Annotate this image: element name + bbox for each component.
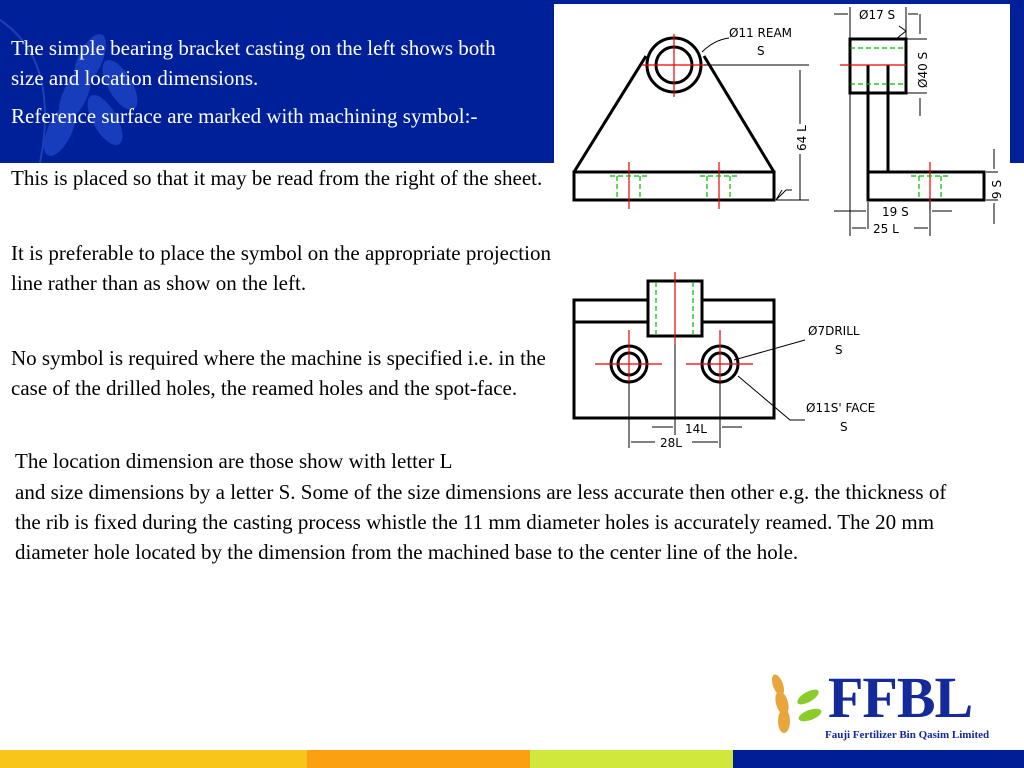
paragraph-7: and size dimensions by a letter S. Some of the size dimensions are less accurate then other e.g. the thickness of the rib is fixed during the casting process whistle the 11 mm diameter holes is accurately reamed. The 20 mm diameter hole located by the dimension from the machined base to the center line of the hole. (15, 480, 947, 564)
ffbl-logo (748, 655, 1024, 745)
logo-subtitle: Fauji Fertilizer Bin Qasim Limited (825, 729, 990, 741)
ream-s-label: S (757, 44, 765, 58)
footer-bar-orange (307, 750, 530, 768)
dia-40-label: Ø40 S (916, 51, 930, 88)
dim-28-label: 28L (660, 436, 682, 450)
footer-bar-yellow (0, 750, 307, 768)
ream-label: Ø11 REAM (729, 26, 793, 40)
thickness-9-label: 9 S (990, 179, 1004, 199)
footer-bar-blue (733, 750, 1024, 768)
paragraph-4: It is preferable to place the symbol on the appropriate projection line rather than as show on the left. (11, 241, 551, 295)
bracket-drawing-top (554, 4, 1010, 236)
bracket-drawing-bottom (560, 270, 900, 460)
width-19-label: 19 S (882, 205, 909, 219)
paragraph-5: No symbol is required where the machine is specified i.e. in the case of the drilled holes, the reamed holes and the spot-face. (11, 346, 546, 400)
drill-s-label: S (835, 343, 843, 357)
paragraph-1: The simple bearing bracket casting on the left shows both size and location dimensions. (11, 36, 496, 90)
paragraph-2: Reference surface are marked with machining symbol:- (11, 104, 478, 128)
drill-label: Ø7DRILL (808, 324, 860, 338)
width-25-label: 25 L (873, 222, 899, 236)
spot-face-label: Ø11S' FACE (806, 401, 876, 415)
height-64-label: 64 L (795, 125, 809, 151)
paragraph-3: This is placed so that it may be read from the right of the sheet. (11, 166, 543, 190)
bracket-front-side-view (554, 4, 1010, 236)
spot-face-s-label: S (840, 420, 848, 434)
dim-14-label: 14L (685, 422, 707, 436)
dia-17-label: Ø17 S (859, 8, 896, 22)
footer-bar-lime (530, 750, 733, 768)
logo-wordmark: FFBL (828, 665, 973, 730)
paragraph-6: The location dimension are those show with letter L (15, 449, 453, 473)
bracket-plan-view (560, 270, 900, 460)
